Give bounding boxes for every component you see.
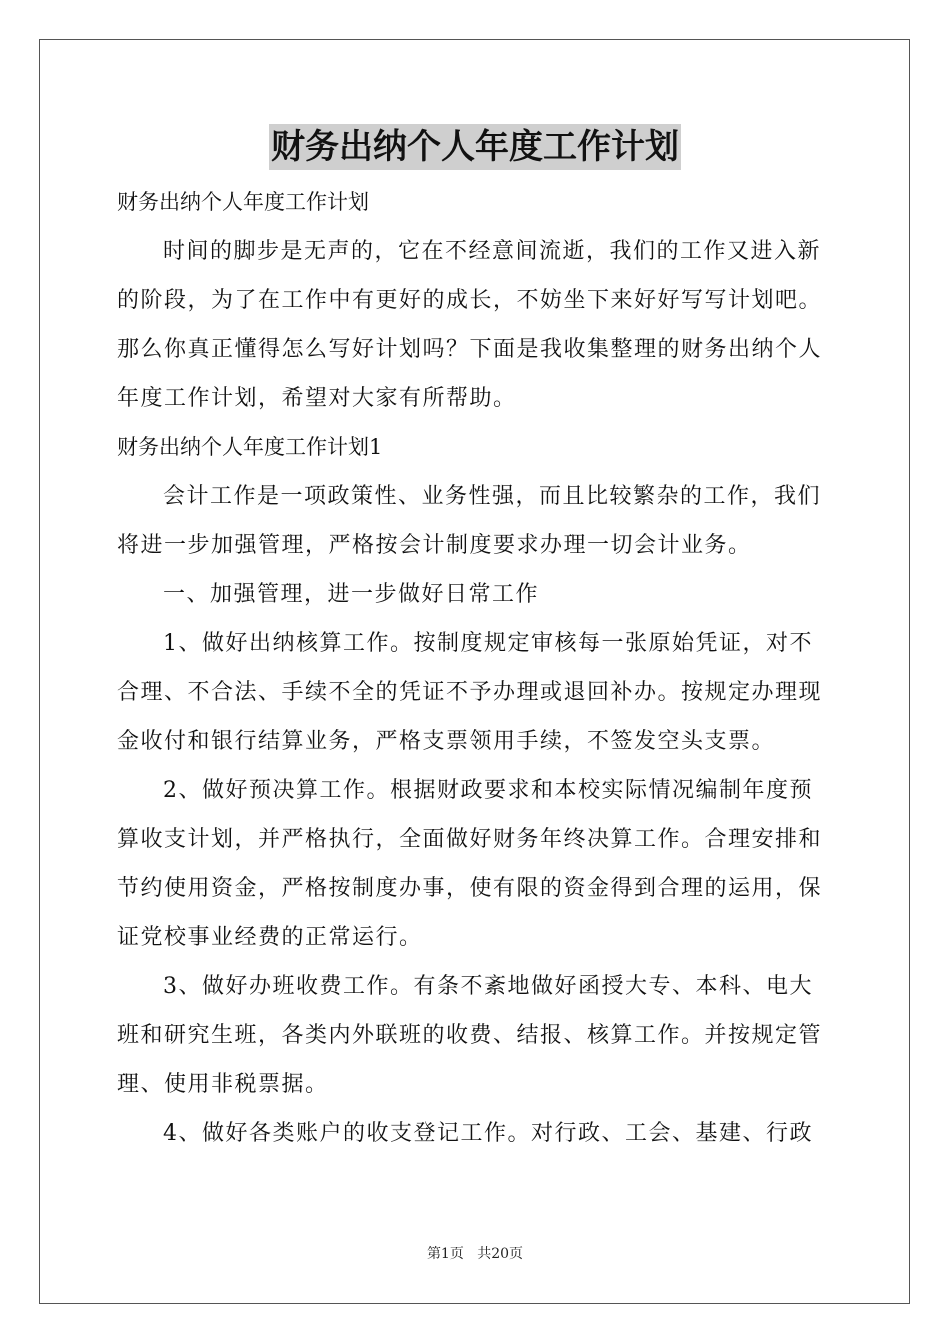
intro-line: 那么你真正懂得怎么写好计划吗？下面是我收集整理的财务出纳个人 (117, 337, 823, 362)
body-line: 1、做好出纳核算工作。按制度规定审核每一张原始凭证，对不 (163, 631, 813, 656)
body-line: 算收支计划，并严格执行，全面做好财务年终决算工作。合理安排和 (117, 827, 823, 852)
page-number: 第1页 (426, 1246, 464, 1262)
document-body (117, 178, 833, 1158)
body-line: 班和研究生班，各类内外联班的收费、结报、核算工作。并按规定管 (117, 1023, 823, 1048)
intro-line: 的阶段，为了在工作中有更好的成长，不妨坐下来好好写写计划吧。 (117, 288, 823, 313)
subtitle: 财务出纳个人年度工作计划 (117, 190, 369, 214)
intro-line: 年度工作计划，希望对大家有所帮助。 (117, 386, 517, 411)
body-line: 4、做好各类账户的收支登记工作。对行政、工会、基建、行政 (163, 1121, 813, 1146)
body-line: 会计工作是一项政策性、业务性强，而且比较繁杂的工作，我们 (163, 484, 822, 509)
body-line: 合理、不合法、手续不全的凭证不予办理或退回补办。按规定办理现 (117, 680, 823, 705)
document-title: 财务出纳个人年度工作计划 (269, 124, 681, 170)
body-line: 证党校事业经费的正常运行。 (117, 925, 423, 950)
section-heading: 财务出纳个人年度工作计划1 (117, 435, 383, 459)
body-line: 2、做好预决算工作。根据财政要求和本校实际情况编制年度预 (163, 778, 813, 803)
body-line: 节约使用资金，严格按制度办事，使有限的资金得到合理的运用，保 (117, 876, 823, 901)
title-container (0, 124, 950, 170)
page-footer (0, 1244, 950, 1264)
intro-line: 时间的脚步是无声的，它在不经意间流逝，我们的工作又进入新 (163, 239, 822, 264)
body-line: 理、使用非税票据。 (117, 1072, 329, 1097)
body-line: 3、做好办班收费工作。有条不紊地做好函授大专、本科、电大 (163, 974, 813, 999)
body-line: 一、加强管理，进一步做好日常工作 (163, 582, 540, 607)
body-line: 将进一步加强管理，严格按会计制度要求办理一切会计业务。 (117, 533, 752, 558)
page-total: 共20页 (477, 1246, 524, 1262)
body-line: 金收付和银行结算业务，严格支票领用手续，不签发空头支票。 (117, 729, 776, 754)
